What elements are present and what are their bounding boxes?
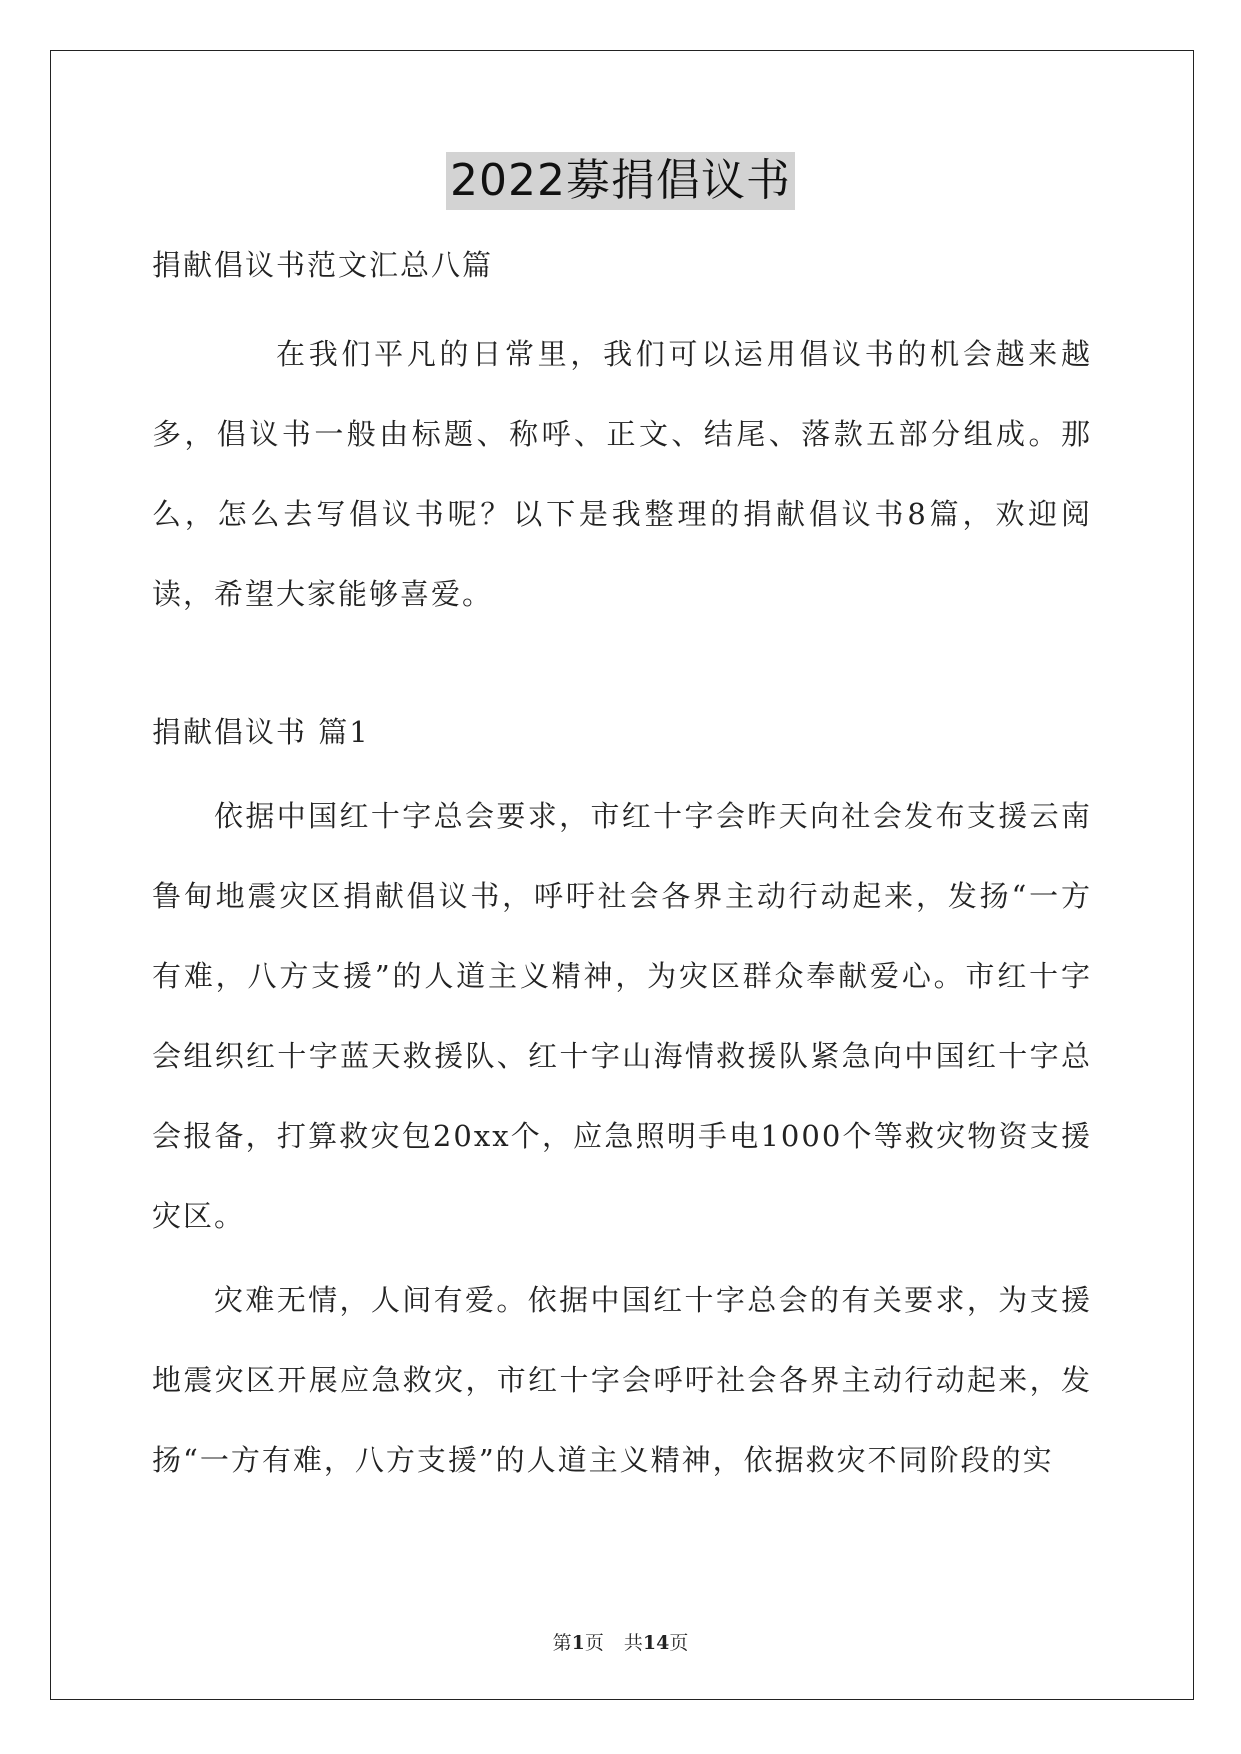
body-paragraph-2: 灾难无情，人间有爱。依据中国红十字总会的有关要求，为支援地震灾区开展应急救灾，市红十字会呼吁社会各界主动行动起来，发扬“一方有难，八方支援”的人道主义精神，依据救灾不同阶段的实 (152, 1283, 1092, 1477)
section-heading: 捐献倡议书 篇1 (152, 715, 370, 749)
total-prefix: 共 (623, 1632, 643, 1654)
title-container (0, 152, 1241, 210)
total-suffix: 页 (669, 1632, 689, 1654)
document-subtitle: 捐献倡议书范文汇总八篇 (152, 248, 494, 282)
intro-paragraph: 在我们平凡的日常里，我们可以运用倡议书的机会越来越多，倡议书一般由标题、称呼、正文、结尾、落款五部分组成。那么，怎么去写倡议书呢？以下是我整理的捐献倡议书8篇，欢迎阅读，希望大家能够喜爱。 (152, 337, 1092, 611)
total-pages: 14 (642, 1632, 670, 1654)
document-body (152, 238, 1092, 1500)
page-footer (0, 1628, 1241, 1655)
document-title: 2022募捐倡议书 (446, 152, 795, 210)
page-suffix: 页 (584, 1632, 604, 1654)
page-number: 1 (571, 1632, 585, 1654)
page-prefix: 第 (552, 1632, 572, 1654)
body-paragraph-1: 依据中国红十字总会要求，市红十字会昨天向社会发布支援云南鲁甸地震灾区捐献倡议书，呼吁社会各界主动行动起来，发扬“一方有难，八方支援”的人道主义精神，为灾区群众奉献爱心。市红十字会组织红十字蓝天救援队、红十字山海情救援队紧急向中国红十字总会报备，打算救灾包20xx个，应急照明手电1000个等救灾物资支援灾区。 (152, 799, 1092, 1233)
